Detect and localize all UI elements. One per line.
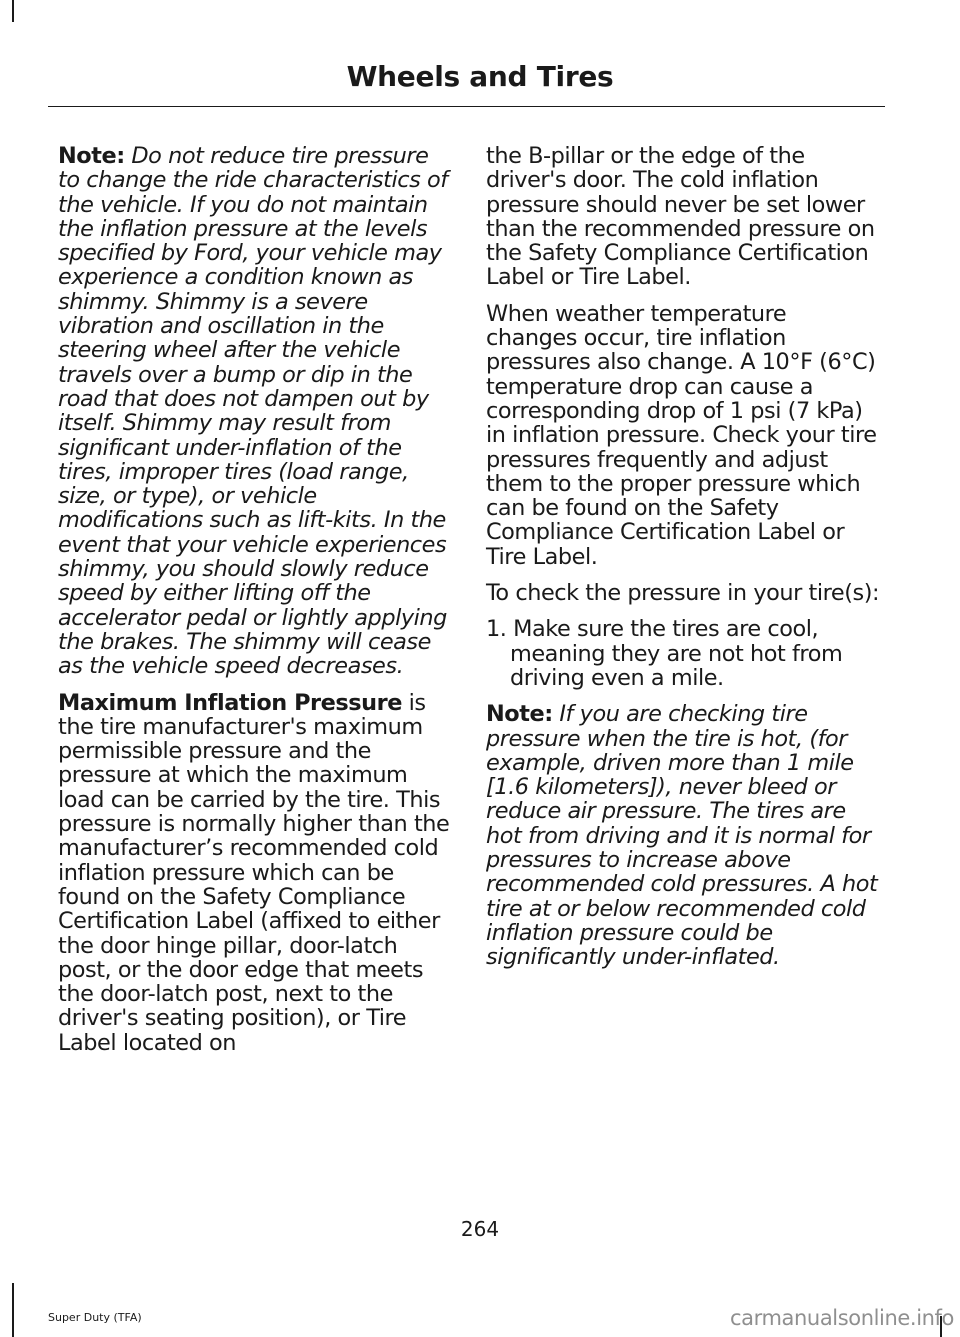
crop-mark-bottom-left: [12, 1283, 14, 1337]
page-number: 264: [460, 1217, 500, 1241]
definition-term: Maximum Inflation Pressure: [58, 689, 402, 716]
weather-paragraph: When weather temperature changes occur, tire inflation pressures also change. A 10°F (6°C) temperature drop can cause a corresponding drop of 1 psi (7 kPa) in inflation pressure. Check your tire pressures frequently and adjust them to the proper pressure which can be found on the Safety Compliance Certification Label or Tire Label.: [486, 300, 877, 570]
header-divider: [48, 106, 885, 107]
watermark: carmanualsonline.info: [730, 1306, 954, 1330]
definition-text: is the tire manufacturer's maximum permissible pressure and the pressure at which the maximum load can be carried by the tire. This pressure is normally higher than the manufacturer’s recommended cold inflation pressure which can be found on the Safety Compliance Certification Label (affixed to either the door hinge pillar, door-latch post, or the door edge that meets the door-latch post, next to the driver's seating position), or Tire Label located on: [58, 689, 450, 1056]
page-title: Wheels and Tires: [346, 60, 614, 93]
footer-model-text: Super Duty (TFA): [48, 1311, 142, 1324]
note-label: Note:: [58, 143, 125, 169]
right-column: [486, 144, 882, 982]
note-label-2: Note:: [486, 701, 553, 728]
note-text: Do not reduce tire pressure to change the ride characteristics of the vehicle. If you do not maintain the inflation pressure at the levels specified by Ford, your vehicle may experience a condition known as shimmy. Shimmy is a severe vibration and oscillation in the steering wheel after the vehicle travels over a bump or dip in the road that does not dampen out by itself. Shimmy may result from significant under-inflation of the tires, improper tires (load range, size, or type), or vehicle modifications such as lift-kits. In the event that your vehicle experiences shimmy, you should slowly reduce speed by either lifting off the accelerator pedal or lightly applying the brakes. The shimmy will cease as the vehicle speed decreases.: [58, 143, 448, 680]
step-1: 1. Make sure the tires are cool, meaning they are not hot from driving even a mile.: [486, 616, 843, 691]
note-text-2: If you are checking tire pressure when the tire is hot, (for example, driven more than 1 mile [1.6 kilometers]), never bleed or reduce air pressure. The tires are hot from driving and it is normal for pressures to increase above recommended cold pressures. A hot tire at or below recommended cold inflation pressure could be significantly under-inflated.: [486, 701, 878, 971]
note-paragraph: [58, 144, 450, 679]
continuation-paragraph: the B-pillar or the edge of the driver's door. The cold inflation pressure should never be set lower than the recommended pressure on the Safety Compliance Certification Label or Tire Label.: [486, 143, 875, 291]
note-paragraph-2: [486, 702, 882, 969]
crop-mark-top-left: [12, 0, 14, 22]
left-column: [58, 144, 450, 1067]
check-intro-paragraph: To check the pressure in your tire(s):: [486, 580, 880, 607]
definition-paragraph: [58, 691, 450, 1055]
